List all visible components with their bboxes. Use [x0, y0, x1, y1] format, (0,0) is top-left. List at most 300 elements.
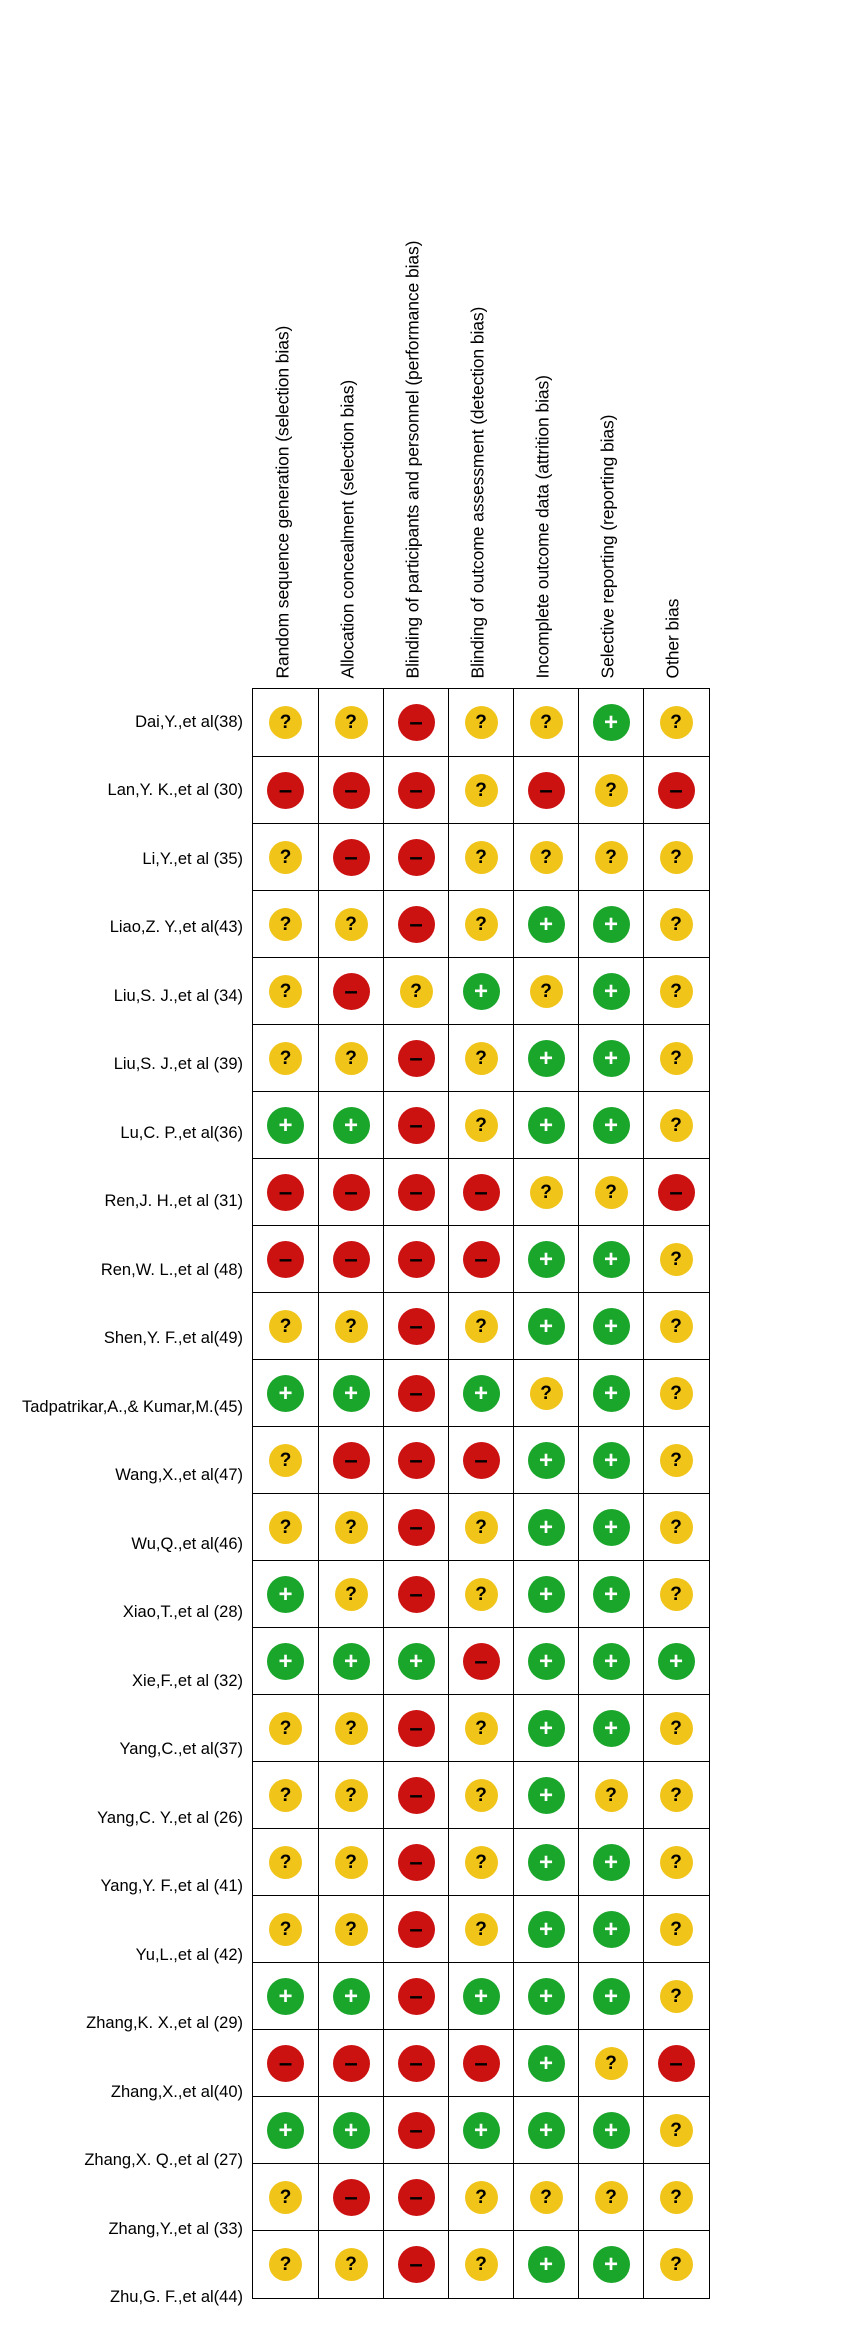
study-label: Zhang,X. Q.,et al (27): [0, 2127, 252, 2196]
risk-cell: [383, 1427, 448, 1494]
risk-bubble-unclear: ?: [660, 1913, 693, 1946]
risk-bubble-unclear: ?: [335, 1042, 368, 1075]
column-header-7: Other bias: [664, 38, 682, 678]
risk-bubble-unclear: ?: [595, 1779, 628, 1812]
risk-cell: [253, 689, 318, 756]
risk-bubble-unclear: ?: [465, 1511, 498, 1544]
risk-cell: [318, 1159, 383, 1226]
study-label: Zhang,Y.,et al (33): [0, 2195, 252, 2264]
risk-bubble-low: +: [593, 906, 630, 943]
risk-bubble-low: +: [593, 1844, 630, 1881]
risk-cell: [318, 1963, 383, 2030]
risk-bubble-low: +: [593, 1509, 630, 1546]
risk-cell: [643, 1829, 708, 1896]
study-label: Shen,Y. F.,et al(49): [0, 1305, 252, 1374]
risk-cell: [448, 2164, 513, 2231]
risk-bubble-unclear: ?: [465, 908, 498, 941]
risk-cell: [643, 1628, 708, 1695]
risk-cell: [448, 2231, 513, 2298]
risk-cell: [253, 1561, 318, 1628]
risk-bubble-unclear: ?: [530, 1377, 563, 1410]
risk-bubble-unclear: ?: [269, 975, 302, 1008]
risk-cell: [578, 2231, 643, 2298]
risk-bubble-high: –: [333, 2045, 370, 2082]
study-label: Tadpatrikar,A.,& Kumar,M.(45): [0, 1373, 252, 1442]
risk-bubble-low: +: [528, 1308, 565, 1345]
risk-bubble-high: –: [398, 2246, 435, 2283]
risk-cell: [253, 757, 318, 824]
risk-cell: [253, 2030, 318, 2097]
risk-cell: [448, 1896, 513, 1963]
risk-cell: [318, 1829, 383, 1896]
risk-cell: [578, 1628, 643, 1695]
risk-bubble-high: –: [398, 1375, 435, 1412]
risk-bubble-unclear: ?: [335, 1846, 368, 1879]
column-header-6: Selective reporting (reporting bias): [599, 38, 617, 678]
risk-bubble-low: +: [267, 1107, 304, 1144]
study-label: Lu,C. P.,et al(36): [0, 1099, 252, 1168]
risk-bubble-low: +: [333, 1643, 370, 1680]
table-row: [253, 2029, 709, 2096]
risk-bubble-unclear: ?: [660, 841, 693, 874]
risk-bubble-high: –: [398, 2045, 435, 2082]
table-row: [253, 2230, 709, 2297]
study-label: Yu,L.,et al (42): [0, 1921, 252, 1990]
risk-cell: [383, 1226, 448, 1293]
risk-bubble-low: +: [593, 2246, 630, 2283]
risk-bubble-unclear: ?: [269, 1310, 302, 1343]
risk-bubble-low: +: [333, 1375, 370, 1412]
study-label: Zhu,G. F.,et al(44): [0, 2264, 252, 2332]
risk-bubble-low: +: [463, 973, 500, 1010]
risk-cell: [643, 2231, 708, 2298]
risk-bubble-unclear: ?: [465, 2181, 498, 2214]
table-row: [253, 1627, 709, 1694]
risk-cell: [643, 1226, 708, 1293]
risk-cell: [383, 824, 448, 891]
study-label: Zhang,X.,et al(40): [0, 2058, 252, 2127]
risk-cell: [448, 2097, 513, 2164]
risk-cell: [578, 2030, 643, 2097]
risk-bubble-unclear: ?: [660, 1243, 693, 1276]
risk-bubble-high: –: [333, 1241, 370, 1278]
risk-cell: [578, 1896, 643, 1963]
table-row: [253, 1895, 709, 1962]
risk-bubble-unclear: ?: [269, 1712, 302, 1745]
risk-cell: [318, 1226, 383, 1293]
table-row: [253, 1493, 709, 1560]
risk-bubble-unclear: ?: [269, 2248, 302, 2281]
risk-cell: [383, 1762, 448, 1829]
risk-cell: [448, 1092, 513, 1159]
risk-cell: [383, 2164, 448, 2231]
risk-bubble-high: –: [463, 1174, 500, 1211]
risk-cell: [513, 2164, 578, 2231]
study-label: Wang,X.,et al(47): [0, 1442, 252, 1511]
risk-bubble-high: –: [267, 772, 304, 809]
risk-cell: [513, 2097, 578, 2164]
risk-bubble-unclear: ?: [595, 2047, 628, 2080]
column-header-1: Random sequence generation (selection bias): [274, 38, 292, 678]
risk-bubble-unclear: ?: [660, 908, 693, 941]
risk-bubble-unclear: ?: [335, 706, 368, 739]
risk-cell: [513, 2231, 578, 2298]
study-label-column: [0, 688, 252, 2332]
risk-cell: [643, 1561, 708, 1628]
risk-cell: [383, 1695, 448, 1762]
risk-bubble-high: –: [398, 1509, 435, 1546]
risk-cell: [513, 1762, 578, 1829]
risk-bubble-unclear: ?: [400, 975, 433, 1008]
risk-bubble-high: –: [658, 1174, 695, 1211]
risk-bubble-unclear: ?: [269, 1846, 302, 1879]
risk-cell: [578, 2097, 643, 2164]
risk-cell: [643, 1092, 708, 1159]
table-row: [253, 1426, 709, 1493]
risk-bubble-high: –: [398, 1710, 435, 1747]
risk-bubble-high: –: [398, 1040, 435, 1077]
risk-cell: [448, 1494, 513, 1561]
risk-bubble-unclear: ?: [269, 1913, 302, 1946]
risk-cell: [643, 2164, 708, 2231]
risk-bubble-unclear: ?: [660, 1042, 693, 1075]
risk-bubble-low: +: [593, 1911, 630, 1948]
risk-cell: [448, 1628, 513, 1695]
study-label: Lan,Y. K.,et al (30): [0, 757, 252, 826]
risk-cell: [383, 757, 448, 824]
study-label: Yang,Y. F.,et al (41): [0, 1853, 252, 1922]
risk-bubble-low: +: [267, 1978, 304, 2015]
risk-cell: [383, 1092, 448, 1159]
study-label: Wu,Q.,et al(46): [0, 1510, 252, 1579]
risk-bubble-low: +: [593, 2112, 630, 2149]
risk-cell: [578, 1092, 643, 1159]
table-row: [253, 1292, 709, 1359]
risk-bubble-low: +: [593, 1375, 630, 1412]
risk-cell: [383, 1963, 448, 2030]
risk-cell: [318, 1762, 383, 1829]
table-row: [253, 689, 709, 756]
risk-cell: [513, 689, 578, 756]
risk-cell: [253, 1092, 318, 1159]
risk-bubble-low: +: [267, 1643, 304, 1680]
table-row: [253, 1359, 709, 1426]
risk-cell: [513, 1896, 578, 1963]
risk-cell: [253, 1494, 318, 1561]
risk-bubble-low: +: [333, 2112, 370, 2149]
risk-bubble-low: +: [593, 1241, 630, 1278]
risk-cell: [578, 958, 643, 1025]
risk-bubble-high: –: [398, 906, 435, 943]
risk-bubble-high: –: [463, 1442, 500, 1479]
risk-cell: [448, 824, 513, 891]
risk-cell: [448, 757, 513, 824]
risk-cell: [253, 1896, 318, 1963]
risk-bubble-unclear: ?: [595, 2181, 628, 2214]
risk-bubble-low: +: [528, 906, 565, 943]
risk-bubble-low: +: [528, 1777, 565, 1814]
risk-cell: [448, 1025, 513, 1092]
risk-bubble-unclear: ?: [660, 1779, 693, 1812]
risk-cell: [513, 1293, 578, 1360]
risk-bubble-unclear: ?: [465, 1712, 498, 1745]
risk-bubble-unclear: ?: [530, 841, 563, 874]
risk-cell: [253, 1360, 318, 1427]
risk-cell: [383, 891, 448, 958]
risk-cell: [448, 1963, 513, 2030]
risk-cell: [643, 1427, 708, 1494]
risk-bubble-high: –: [333, 839, 370, 876]
risk-bubble-low: +: [528, 1107, 565, 1144]
risk-bubble-unclear: ?: [335, 1511, 368, 1544]
risk-bubble-unclear: ?: [660, 2114, 693, 2147]
risk-bubble-low: +: [593, 1978, 630, 2015]
risk-bubble-low: +: [593, 704, 630, 741]
risk-cell: [578, 1494, 643, 1561]
risk-bubble-high: –: [398, 2112, 435, 2149]
risk-cell: [513, 2030, 578, 2097]
table-row: [253, 2163, 709, 2230]
risk-bubble-low: +: [528, 1442, 565, 1479]
risk-bubble-high: –: [398, 1978, 435, 2015]
risk-cell: [643, 1293, 708, 1360]
risk-bubble-unclear: ?: [660, 1846, 693, 1879]
risk-cell: [513, 1829, 578, 1896]
risk-bubble-unclear: ?: [660, 2181, 693, 2214]
risk-bubble-unclear: ?: [465, 1846, 498, 1879]
risk-cell: [643, 1896, 708, 1963]
risk-bubble-low: +: [267, 1576, 304, 1613]
risk-bubble-unclear: ?: [530, 975, 563, 1008]
risk-cell: [513, 1360, 578, 1427]
risk-cell: [448, 1159, 513, 1226]
risk-bubble-high: –: [398, 1308, 435, 1345]
risk-bubble-unclear: ?: [530, 2181, 563, 2214]
risk-bubble-low: +: [593, 1040, 630, 1077]
risk-bubble-unclear: ?: [465, 1310, 498, 1343]
risk-cell: [513, 1226, 578, 1293]
risk-cell: [383, 2097, 448, 2164]
risk-cell: [578, 1226, 643, 1293]
risk-bubble-high: –: [398, 2179, 435, 2216]
risk-cell: [318, 2030, 383, 2097]
risk-cell: [253, 824, 318, 891]
risk-cell: [318, 1025, 383, 1092]
risk-cell: [253, 958, 318, 1025]
risk-cell: [643, 824, 708, 891]
risk-cell: [318, 1695, 383, 1762]
risk-cell: [643, 1159, 708, 1226]
risk-bubble-unclear: ?: [465, 706, 498, 739]
risk-bubble-low: +: [528, 2045, 565, 2082]
risk-bubble-unclear: ?: [660, 2248, 693, 2281]
risk-cell: [643, 2030, 708, 2097]
study-label: Yang,C.,et al(37): [0, 1716, 252, 1785]
risk-cell: [578, 1293, 643, 1360]
risk-cell: [513, 1695, 578, 1762]
table-row: [253, 1560, 709, 1627]
risk-cell: [383, 2030, 448, 2097]
risk-cell: [448, 1829, 513, 1896]
risk-bubble-unclear: ?: [595, 1176, 628, 1209]
risk-bubble-unclear: ?: [660, 975, 693, 1008]
risk-bubble-low: +: [528, 2246, 565, 2283]
risk-cell: [383, 1561, 448, 1628]
risk-bubble-unclear: ?: [465, 841, 498, 874]
risk-bubble-low: +: [658, 1643, 695, 1680]
risk-bubble-low: +: [463, 2112, 500, 2149]
risk-cell: [383, 1628, 448, 1695]
risk-cell: [383, 1159, 448, 1226]
risk-bubble-low: +: [593, 1107, 630, 1144]
risk-bubble-unclear: ?: [465, 1779, 498, 1812]
risk-bubble-unclear: ?: [465, 1109, 498, 1142]
risk-bubble-low: +: [593, 1442, 630, 1479]
risk-bubble-unclear: ?: [660, 1712, 693, 1745]
risk-bubble-high: –: [398, 704, 435, 741]
risk-cell: [643, 757, 708, 824]
table-row: [253, 1694, 709, 1761]
risk-bubble-unclear: ?: [660, 1511, 693, 1544]
risk-bubble-unclear: ?: [335, 1310, 368, 1343]
risk-bubble-unclear: ?: [660, 1310, 693, 1343]
risk-bubble-low: +: [528, 1509, 565, 1546]
risk-bubble-high: –: [398, 1777, 435, 1814]
risk-cell: [318, 1628, 383, 1695]
risk-cell: [448, 1762, 513, 1829]
risk-cell: [448, 1561, 513, 1628]
risk-cell: [513, 1159, 578, 1226]
risk-cell: [578, 1561, 643, 1628]
risk-cell: [318, 1427, 383, 1494]
risk-cell: [318, 1293, 383, 1360]
risk-bubble-unclear: ?: [660, 1980, 693, 2013]
study-label: Zhang,K. X.,et al (29): [0, 1990, 252, 2059]
risk-bubble-unclear: ?: [530, 1176, 563, 1209]
risk-cell: [578, 891, 643, 958]
risk-bubble-unclear: ?: [465, 774, 498, 807]
risk-bubble-high: –: [333, 2179, 370, 2216]
risk-bubble-unclear: ?: [269, 1444, 302, 1477]
risk-cell: [253, 1025, 318, 1092]
risk-bubble-unclear: ?: [335, 1712, 368, 1745]
risk-of-bias-grid: [252, 688, 710, 2299]
risk-bubble-low: +: [333, 1107, 370, 1144]
risk-bubble-high: –: [398, 1844, 435, 1881]
column-header-5: Incomplete outcome data (attrition bias): [534, 38, 552, 678]
risk-bubble-unclear: ?: [530, 706, 563, 739]
risk-cell: [383, 1494, 448, 1561]
risk-cell: [253, 2164, 318, 2231]
risk-cell: [318, 1896, 383, 1963]
study-label: Yang,C. Y.,et al (26): [0, 1784, 252, 1853]
risk-bubble-unclear: ?: [269, 908, 302, 941]
risk-cell: [318, 689, 383, 756]
risk-bubble-low: +: [267, 1375, 304, 1412]
risk-bubble-unclear: ?: [660, 1578, 693, 1611]
risk-bubble-unclear: ?: [335, 908, 368, 941]
risk-cell: [513, 757, 578, 824]
risk-cell: [318, 1494, 383, 1561]
risk-cell: [448, 1695, 513, 1762]
risk-bubble-unclear: ?: [465, 1578, 498, 1611]
risk-cell: [253, 1628, 318, 1695]
risk-bubble-unclear: ?: [269, 1779, 302, 1812]
risk-cell: [253, 1695, 318, 1762]
risk-bubble-high: –: [333, 973, 370, 1010]
risk-bubble-unclear: ?: [595, 774, 628, 807]
risk-cell: [253, 1963, 318, 2030]
study-label: Ren,W. L.,et al (48): [0, 1236, 252, 1305]
risk-bubble-high: –: [333, 1174, 370, 1211]
table-row: [253, 756, 709, 823]
risk-cell: [578, 1762, 643, 1829]
risk-bubble-low: +: [267, 2112, 304, 2149]
risk-bubble-unclear: ?: [269, 1042, 302, 1075]
risk-bubble-high: –: [398, 1576, 435, 1613]
table-row: [253, 1962, 709, 2029]
risk-cell: [578, 1159, 643, 1226]
risk-bubble-high: –: [267, 1174, 304, 1211]
risk-cell: [578, 757, 643, 824]
risk-cell: [513, 958, 578, 1025]
risk-bubble-high: –: [463, 1241, 500, 1278]
risk-bubble-high: –: [398, 1174, 435, 1211]
study-label: Dai,Y.,et al(38): [0, 688, 252, 757]
risk-cell: [578, 824, 643, 891]
risk-bubble-low: +: [463, 1978, 500, 2015]
risk-cell: [318, 1561, 383, 1628]
risk-cell: [383, 2231, 448, 2298]
risk-bubble-low: +: [528, 1844, 565, 1881]
risk-cell: [253, 891, 318, 958]
risk-cell: [513, 1427, 578, 1494]
risk-bubble-low: +: [463, 1375, 500, 1412]
table-row: [253, 1158, 709, 1225]
risk-bubble-low: +: [528, 1576, 565, 1613]
risk-bubble-low: +: [528, 1241, 565, 1278]
table-row: [253, 823, 709, 890]
risk-cell: [643, 1494, 708, 1561]
risk-bubble-unclear: ?: [335, 1779, 368, 1812]
table-row: [253, 1828, 709, 1895]
risk-cell: [513, 1628, 578, 1695]
risk-bubble-high: –: [398, 772, 435, 809]
risk-bubble-unclear: ?: [269, 1511, 302, 1544]
table-row: [253, 957, 709, 1024]
risk-bubble-high: –: [528, 772, 565, 809]
risk-cell: [578, 689, 643, 756]
risk-cell: [383, 1829, 448, 1896]
risk-bubble-low: +: [528, 1911, 565, 1948]
risk-bubble-low: +: [593, 1643, 630, 1680]
risk-cell: [253, 2231, 318, 2298]
risk-cell: [578, 2164, 643, 2231]
risk-bubble-unclear: ?: [660, 1444, 693, 1477]
risk-bubble-high: –: [267, 2045, 304, 2082]
risk-bubble-high: –: [333, 1442, 370, 1479]
risk-cell: [253, 1829, 318, 1896]
risk-bubble-high: –: [658, 2045, 695, 2082]
study-label: Liu,S. J.,et al (34): [0, 962, 252, 1031]
risk-cell: [253, 1159, 318, 1226]
risk-cell: [318, 757, 383, 824]
risk-cell: [448, 1360, 513, 1427]
risk-cell: [318, 1092, 383, 1159]
risk-cell: [513, 891, 578, 958]
risk-cell: [383, 1896, 448, 1963]
risk-cell: [383, 1293, 448, 1360]
